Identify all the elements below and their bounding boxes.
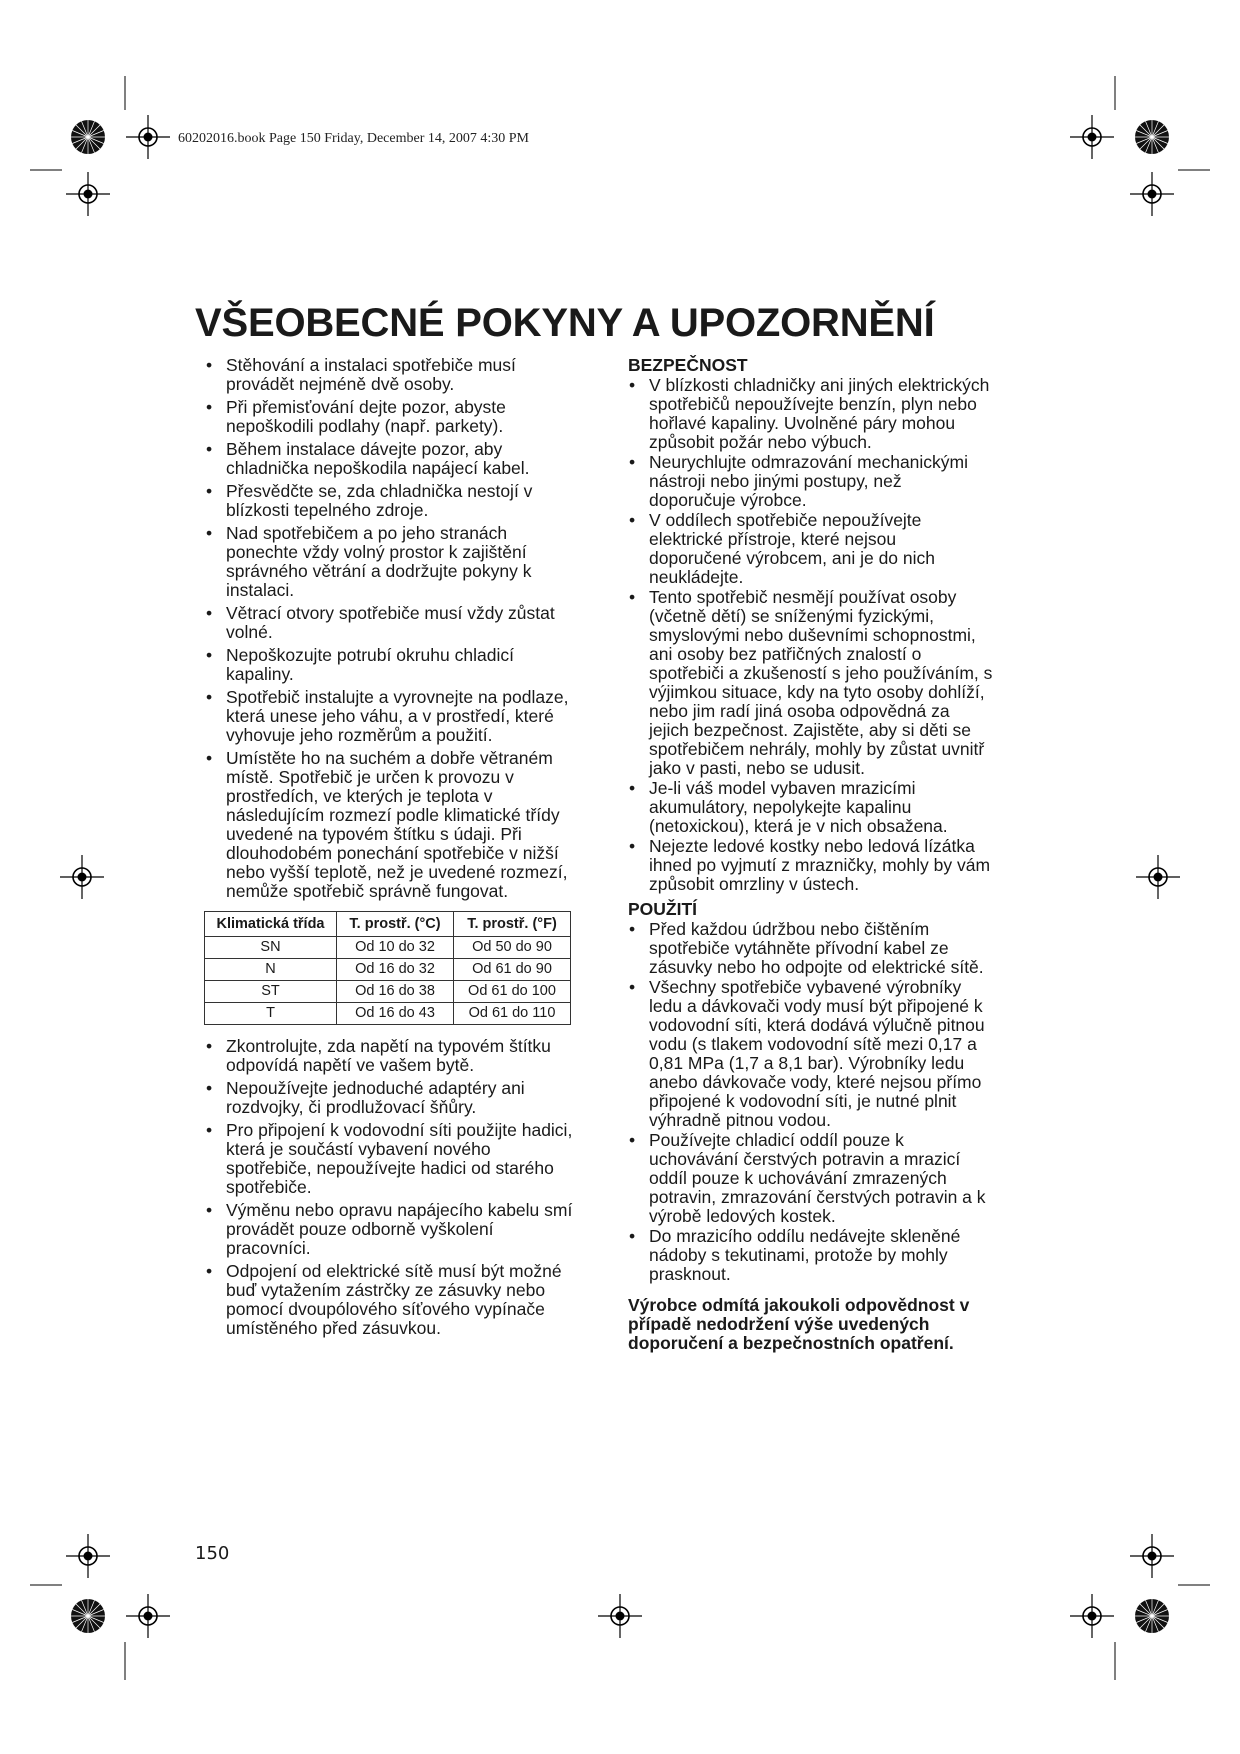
list-item: • Používejte chladicí oddíl pouze k uchovávání čerstvých potravin a mrazicí oddíl pouze k uchovávání zmrazených potravin, zmrazování čerstvých potravin a k výrobě ledových kostek. [628,1131,993,1226]
table-cell: Od 61 do 100 [454,981,571,1003]
table-cell: SN [205,937,337,959]
list-item: • Zkontrolujte, zda napětí na typovém štítku odpovídá napětí ve vašem bytě. [205,1037,575,1075]
usage-list [628,920,993,1284]
table-cell: T [205,1003,337,1025]
list-item: • Nepoškozujte potrubí okruhu chladicí kapaliny. [205,646,575,684]
list-item: • Odpojení od elektrické sítě musí být možné buď vytažením zástrčky ze zásuvky nebo pomocí dvoupólového síťového vypínače umístěného před zásuvkou. [205,1262,575,1338]
table-cell: N [205,959,337,981]
table-cell: Od 50 do 90 [454,937,571,959]
safety-heading: BEZPEČNOST [628,355,748,375]
list-item: • Neurychlujte odmrazování mechanickými nástroji nebo jinými postupy, než doporučuje výrobce. [628,453,993,510]
table-cell: Od 16 do 43 [337,1003,454,1025]
list-item: • V blízkosti chladničky ani jiných elektrických spotřebičů nepoužívejte benzín, plyn nebo hořlavé kapaliny. Uvolněné páry mohou způsobit požár nebo výbuch. [628,376,993,452]
list-item: • Během instalace dávejte pozor, aby chladnička nepoškodila napájecí kabel. [205,440,575,478]
list-item: • Nepoužívejte jednoduché adaptéry ani rozdvojky, či prodlužovací šňůry. [205,1079,575,1117]
table-header-row [205,912,571,937]
list-item: • Spotřebič instalujte a vyrovnejte na podlaze, která unese jeho váhu, a v prostředí, které vyhovuje jeho rozměrům a použití. [205,688,575,745]
disclaimer: Výrobce odmítá jakoukoli odpovědnost v případě nedodržení výše uvedených doporučení a bezpečnostních opatření. [628,1295,970,1353]
general-instructions-list [205,356,575,901]
table-cell: ST [205,981,337,1003]
list-item: • Výměnu nebo opravu napájecího kabelu smí provádět pouze odborně vyškolení pracovníci. [205,1201,575,1258]
climate-class-table [204,911,571,1025]
electrical-instructions-list [205,1037,575,1338]
table-cell: Od 61 do 90 [454,959,571,981]
list-item: • Je-li váš model vybaven mrazicími akumulátory, nepolykejte kapalinu (netoxickou), která je v nich obsažena. [628,779,993,836]
list-item: • Větrací otvory spotřebiče musí vždy zůstat volné. [205,604,575,642]
list-item: • Nad spotřebičem a po jeho stranách ponechte vždy volný prostor k zajištění správného větrání a dodržujte pokyny k instalaci. [205,524,575,600]
right-column [628,356,993,1353]
column-header: T. prostř. (°F) [454,912,571,937]
list-item: • V oddílech spotřebiče nepoužívejte elektrické přístroje, které nejsou doporučené výrobcem, ani je do nich neukládejte. [628,511,993,587]
usage-heading: POUŽITÍ [628,899,698,919]
list-item: • Pro připojení k vodovodní síti použijte hadici, která je součástí vybavení nového spotřebiče, nepoužívejte hadici od starého spotřebiče. [205,1121,575,1197]
table-cell: Od 16 do 32 [337,959,454,981]
page-number: 150 [195,1543,230,1564]
safety-list [628,376,993,894]
list-item: • Umístěte ho na suchém a dobře větraném místě. Spotřebič je určen k provozu v prostředích, ve kterých je teplota v následujícím rozmezí podle klimatické třídy uvedené na typovém štítku s údaji. Při dlouhodobém ponechání spotřebiče v nižší nebo vyšší teplotě, než je uvedené rozmezí, nemůže spotřebič správně fungovat. [205,749,575,901]
list-item: • Při přemisťování dejte pozor, abyste nepoškodili podlahy (např. parkety). [205,398,575,436]
column-header: Klimatická třída [205,912,337,937]
table-row [205,1003,571,1025]
list-item: • Přesvědčte se, zda chladnička nestojí v blízkosti tepelného zdroje. [205,482,575,520]
table-row [205,981,571,1003]
table-row [205,959,571,981]
table-cell: Od 61 do 110 [454,1003,571,1025]
page-title: VŠEOBECNÉ POKYNY A UPOZORNĚNÍ [195,301,935,345]
print-header: 60202016.book Page 150 Friday, December 14, 2007 4:30 PM [178,131,529,146]
list-item: • Všechny spotřebiče vybavené výrobníky ledu a dávkovači vody musí být připojené k vodovodní síti, která dodává výlučně pitnou vodu (s tlakem vodovodní sítě mezi 0,17 a 0,81 MPa (1,7 a 8,1 bar). Výrobníky ledu anebo dávkovače vody, které nejsou přímo připojené k vodovodní síti, je nutné plnit výhradně pitnou vodou. [628,978,993,1130]
table-cell: Od 16 do 38 [337,981,454,1003]
list-item: • Do mrazicího oddílu nedávejte skleněné nádoby s tekutinami, protože by mohly prasknout. [628,1227,993,1284]
column-header: T. prostř. (°C) [337,912,454,937]
table-row [205,937,571,959]
list-item: • Stěhování a instalaci spotřebiče musí provádět nejméně dvě osoby. [205,356,575,394]
table-cell: Od 10 do 32 [337,937,454,959]
list-item: • Před každou údržbou nebo čištěním spotřebiče vytáhněte přívodní kabel ze zásuvky nebo ho odpojte od elektrické sítě. [628,920,993,977]
list-item: • Tento spotřebič nesmějí používat osoby (včetně dětí) se sníženými fyzickými, smyslovými nebo duševními schopnostmi, ani osoby bez patřičných znalostí o spotřebiči a zkušeností s jeho používáním, s výjimkou situace, kdy na tyto osoby dohlíží, nebo jim radí jiná osoba odpovědná za jejich bezpečnost. Zajistěte, aby si děti se spotřebičem nehrály, mohly by zůstat uvnitř jako v pasti, nebo se udusit. [628,588,993,778]
left-column [205,356,575,1342]
list-item: • Nejezte ledové kostky nebo ledová lízátka ihned po vyjmutí z mrazničky, mohly by vám způsobit omrzliny v ústech. [628,837,993,894]
